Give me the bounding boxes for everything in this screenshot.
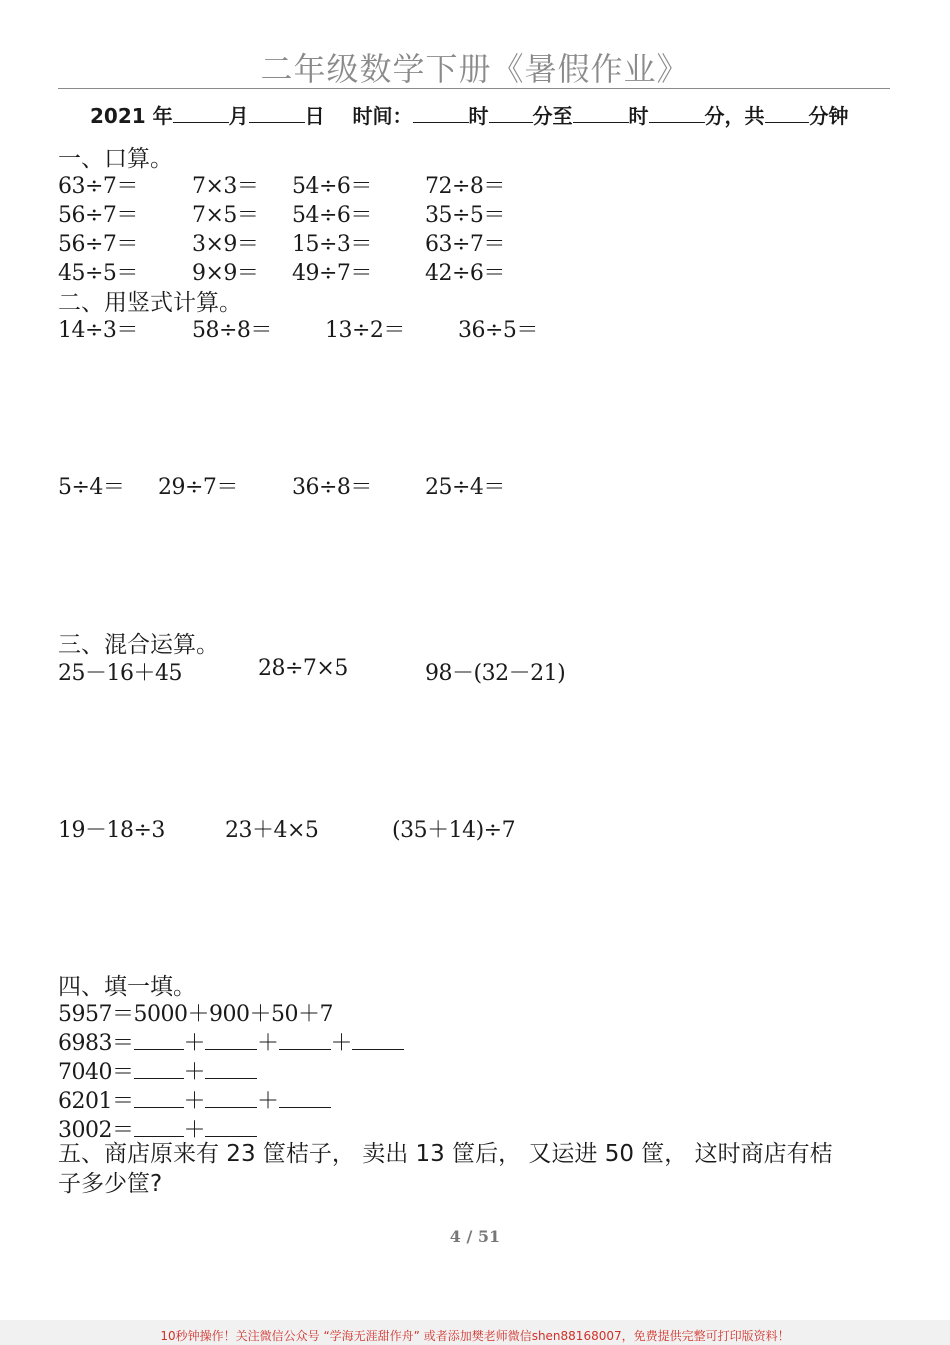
oral-item: 56÷7＝ xyxy=(58,232,138,257)
mixed-calc-item: (35＋14)÷7 xyxy=(392,818,516,843)
section-4-heading: 四、填一填。 xyxy=(58,974,196,1000)
start-hour-label: 时 xyxy=(468,104,489,128)
fill-blank[interactable] xyxy=(205,1089,257,1108)
plus-sign: ＋ xyxy=(330,1031,353,1056)
vertical-calc-item: 58÷8＝ xyxy=(192,318,272,343)
section-3-heading: 三、混合运算。 xyxy=(58,632,219,658)
month-blank[interactable] xyxy=(173,104,229,123)
vertical-calc-item: 29÷7＝ xyxy=(158,475,238,500)
oral-item: 7×3＝ xyxy=(192,174,259,199)
date-time-line xyxy=(90,100,849,129)
page-number: 4 / 51 xyxy=(449,1227,501,1246)
fill-blank[interactable] xyxy=(352,1031,404,1050)
oral-item: 56÷7＝ xyxy=(58,203,138,228)
vertical-calc-item: 25÷4＝ xyxy=(425,475,505,500)
start-hour-blank[interactable] xyxy=(413,104,469,123)
oral-item: 63÷7＝ xyxy=(425,232,505,257)
oral-item: 35÷5＝ xyxy=(425,203,505,228)
fill-lhs: 3002＝ xyxy=(58,1118,134,1143)
oral-item: 49÷7＝ xyxy=(292,261,372,286)
vertical-calc-item: 36÷8＝ xyxy=(292,475,372,500)
oral-item: 45÷5＝ xyxy=(58,261,138,286)
fill-lhs: 6983＝ xyxy=(58,1031,134,1056)
fill-blank[interactable] xyxy=(134,1089,184,1108)
fill-item xyxy=(58,1084,331,1115)
word-problem-line-1: 五、商店原来有 23 筐桔子， 卖出 13 筐后， 又运进 50 筐， 这时商店有桔 xyxy=(58,1141,833,1167)
mixed-calc-item: 98－(32－21) xyxy=(425,661,566,686)
plus-sign: ＋ xyxy=(257,1031,279,1056)
oral-item: 7×5＝ xyxy=(192,203,259,228)
plus-sign: ＋ xyxy=(183,1118,206,1143)
vertical-calc-item: 14÷3＝ xyxy=(58,318,138,343)
end-hour-label: 时 xyxy=(628,104,649,128)
mixed-calc-item: 19－18÷3 xyxy=(58,818,165,843)
section-1-heading: 一、口算。 xyxy=(58,146,173,172)
fill-example: 5957＝5000＋900＋50＋7 xyxy=(58,1002,333,1027)
plus-sign: ＋ xyxy=(183,1089,206,1114)
end-hour-blank[interactable] xyxy=(573,104,629,123)
footer-promo-text: 10秒钟操作！关注微信公众号 “学海无涯甜作舟” 或者添加樊老师微信shen88168007，免费提供完整可打印版资料！ xyxy=(160,1329,790,1343)
fill-blank[interactable] xyxy=(205,1118,257,1137)
fill-blank[interactable] xyxy=(134,1118,184,1137)
page-title: 二年级数学下册《暑假作业》 xyxy=(260,50,690,88)
time-label: 时间： xyxy=(352,104,413,128)
end-minute-label: 分，共 xyxy=(704,104,765,128)
total-minutes-label: 分钟 xyxy=(808,104,849,128)
vertical-calc-item: 13÷2＝ xyxy=(325,318,405,343)
section-2-heading: 二、用竖式计算。 xyxy=(58,290,242,316)
mixed-calc-item: 28÷7×5 xyxy=(258,656,348,681)
fill-item xyxy=(58,1026,404,1057)
oral-item: 72÷8＝ xyxy=(425,174,505,199)
fill-blank[interactable] xyxy=(205,1060,257,1079)
fill-lhs: 6201＝ xyxy=(58,1089,134,1114)
total-minutes-blank[interactable] xyxy=(765,104,809,123)
start-minute-blank[interactable] xyxy=(489,104,533,123)
mixed-calc-item: 25－16＋45 xyxy=(58,661,182,686)
fill-blank[interactable] xyxy=(205,1031,257,1050)
plus-sign: ＋ xyxy=(257,1089,279,1114)
title-divider xyxy=(58,88,890,89)
fill-blank[interactable] xyxy=(279,1031,331,1050)
oral-item: 42÷6＝ xyxy=(425,261,505,286)
day-label: 日 xyxy=(304,104,325,128)
day-blank[interactable] xyxy=(249,104,305,123)
oral-item: 54÷6＝ xyxy=(292,203,372,228)
year-label: 2021 年 xyxy=(90,104,173,128)
oral-item: 9×9＝ xyxy=(192,261,259,286)
plus-sign: ＋ xyxy=(183,1060,206,1085)
oral-item: 63÷7＝ xyxy=(58,174,138,199)
fill-lhs: 7040＝ xyxy=(58,1060,134,1085)
oral-item: 15÷3＝ xyxy=(292,232,372,257)
oral-item: 3×9＝ xyxy=(192,232,259,257)
fill-blank[interactable] xyxy=(134,1060,184,1079)
mixed-calc-item: 23＋4×5 xyxy=(225,818,319,843)
end-minute-blank[interactable] xyxy=(649,104,705,123)
month-label: 月 xyxy=(228,104,249,128)
fill-blank[interactable] xyxy=(279,1089,331,1108)
fill-item xyxy=(58,1055,257,1086)
plus-sign: ＋ xyxy=(183,1031,206,1056)
vertical-calc-item: 36÷5＝ xyxy=(458,318,538,343)
start-minute-label: 分至 xyxy=(532,104,573,128)
fill-blank[interactable] xyxy=(134,1031,184,1050)
word-problem-line-2: 子多少筐? xyxy=(58,1171,163,1197)
vertical-calc-item: 5÷4＝ xyxy=(58,475,125,500)
oral-item: 54÷6＝ xyxy=(292,174,372,199)
